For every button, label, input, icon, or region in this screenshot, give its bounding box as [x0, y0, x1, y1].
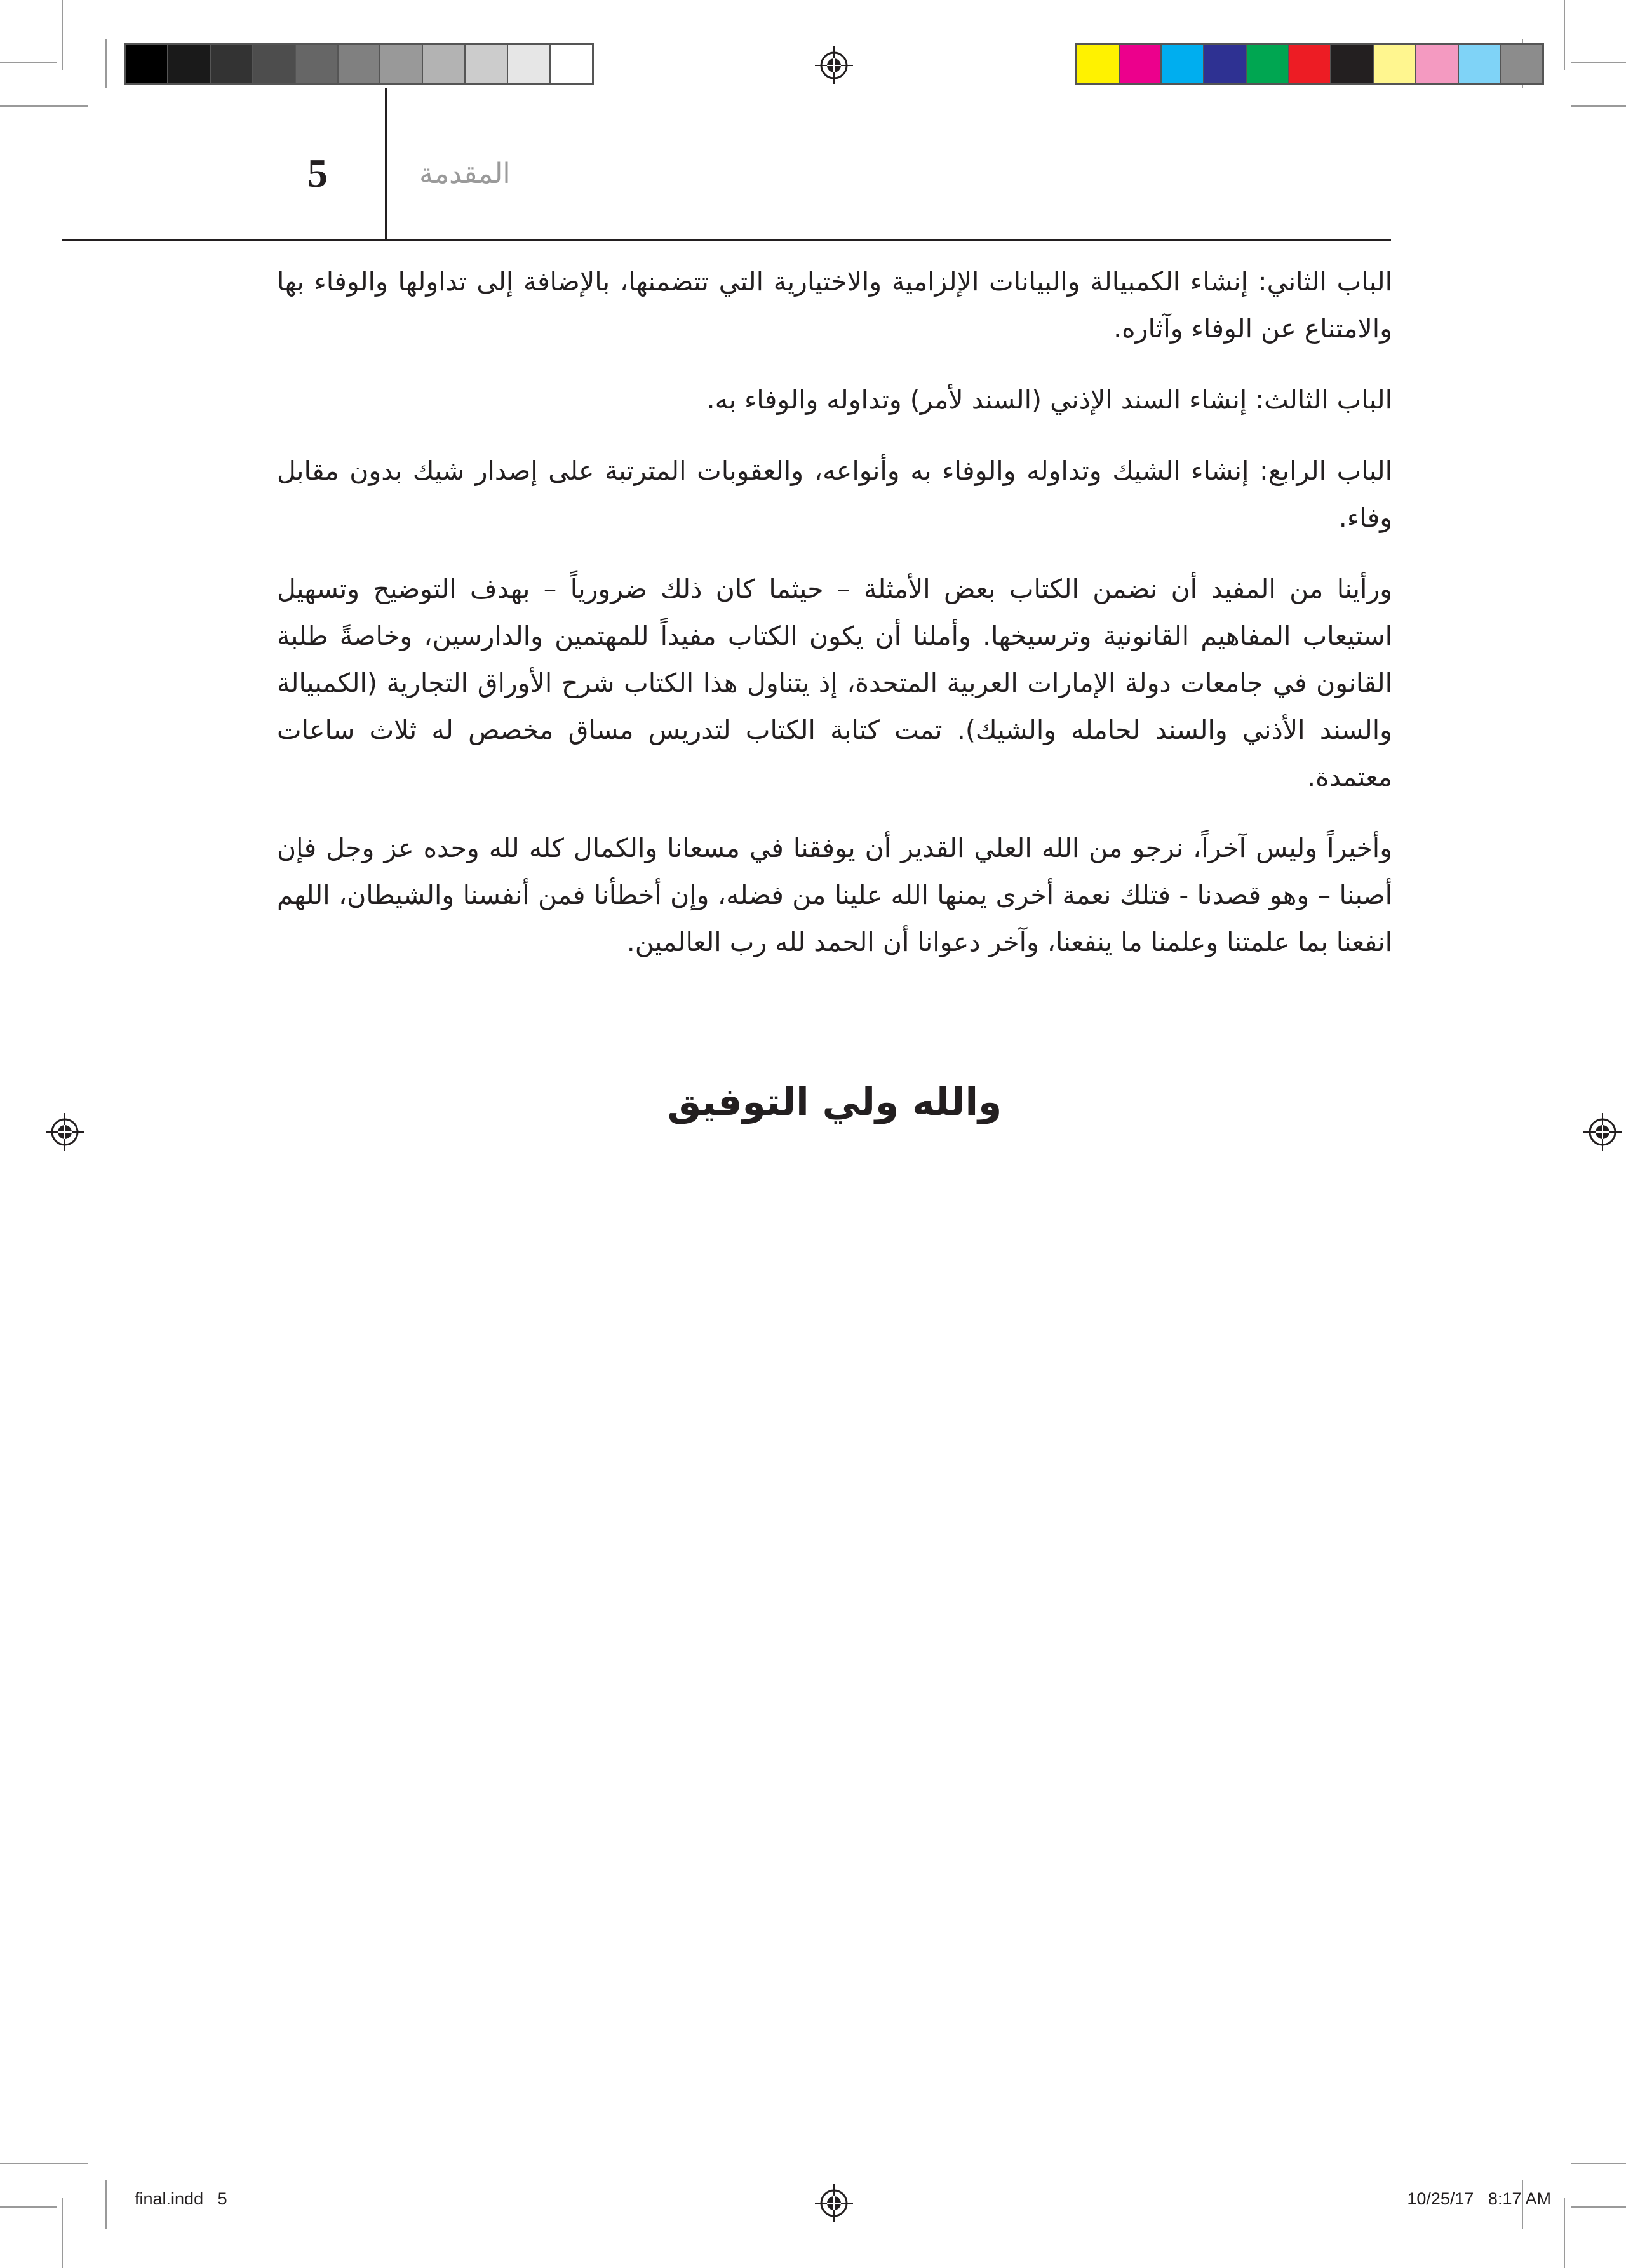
process-color-bar — [1075, 43, 1544, 85]
crop-mark — [1564, 2198, 1565, 2268]
crop-mark — [1571, 2163, 1626, 2164]
body-text — [277, 258, 1392, 990]
slug-filename: final.indd 5 — [135, 2189, 227, 2208]
crop-mark — [0, 2206, 57, 2208]
gray-swatch — [464, 45, 507, 83]
color-swatch — [1373, 45, 1415, 83]
gray-swatch — [422, 45, 464, 83]
paragraph: الباب الثالث: إنشاء السند الإذني (السند لأمر) وتداوله والوفاء به. — [706, 384, 1392, 415]
paragraph: ورأينا من المفيد أن نضمن الكتاب بعض الأمثلة – حيثما كان ذلك ضرورياً – بهدف التوضيح وتسهيل استيعاب المفاهيم القانونية وترسيخها. وأملنا أن يكون الكتاب مفيداً للمهتمين والدارسين، وخاصةً طلبة القانون في جامعات دولة الإمارات العربية المتحدة، إذ يتناول هذا الكتاب شرح الأوراق التجارية (الكمبيالة والسند الأذني والسند لحامله والشيك). تمت كتابة الكتاب لتدريس مساق مخصص له ثلاث ساعات معتمدة. — [277, 574, 1392, 792]
paragraph: الباب الثاني: إنشاء الكمبيالة والبيانات الإلزامية والاختيارية التي تتضمنها، بالإضافة إلى تداولها والوفاء بها والامتناع عن الوفاء وآثاره. — [277, 266, 1392, 344]
crop-mark — [1571, 105, 1626, 107]
gray-swatch — [295, 45, 337, 83]
paragraph: الباب الرابع: إنشاء الشيك وتداوله والوفاء به وأنواعه، والعقوبات المترتبة على إصدار شيك بدون مقابل وفاء. — [277, 456, 1392, 533]
closing-phrase: والله ولي التوفيق — [667, 1080, 1002, 1124]
crop-mark — [0, 105, 88, 107]
color-swatch — [1330, 45, 1373, 83]
gray-swatch — [379, 45, 422, 83]
crop-mark — [0, 2163, 88, 2164]
running-head: المقدمة — [419, 158, 511, 190]
color-swatch — [1119, 45, 1161, 83]
header-rule — [62, 239, 1391, 241]
color-swatch — [1077, 45, 1119, 83]
gray-swatch — [126, 45, 167, 83]
page-number: 5 — [307, 151, 328, 196]
crop-mark — [1571, 2206, 1626, 2208]
color-swatch — [1246, 45, 1288, 83]
color-swatch — [1415, 45, 1458, 83]
gray-swatch — [252, 45, 295, 83]
registration-mark-icon — [46, 1113, 84, 1151]
paragraph: وأخيراً وليس آخراً، نرجو من الله العلي القدير أن يوفقنا في مسعانا والكمال كله لله وحده عز وجل فإن أصبنا – وهو قصدنا - فتلك نعمة أخرى يمنها الله علينا من فضله، وإن أخطأنا فمن أنفسنا والشيطان، اللهم انفعنا بما علمتنا وعلمنا ما ينفعنا، وآخر دعوانا أن الحمد لله رب العالمين. — [277, 833, 1392, 957]
registration-mark-icon — [1583, 1113, 1622, 1151]
color-swatch — [1288, 45, 1331, 83]
color-swatch — [1160, 45, 1203, 83]
crop-mark — [105, 39, 107, 88]
crop-mark — [62, 2198, 63, 2268]
gray-swatch — [507, 45, 549, 83]
gray-swatch — [549, 45, 592, 83]
slug-datetime: 10/25/17 8:17 AM — [1407, 2189, 1551, 2208]
header-divider-vertical — [385, 88, 387, 240]
color-swatch — [1458, 45, 1500, 83]
crop-mark — [1564, 0, 1565, 70]
color-swatch — [1203, 45, 1246, 83]
registration-mark-icon — [815, 2184, 853, 2222]
crop-mark — [62, 0, 63, 70]
color-swatch — [1500, 45, 1542, 83]
crop-mark — [0, 62, 57, 63]
grayscale-color-bar — [124, 43, 594, 85]
registration-mark-icon — [815, 46, 853, 84]
gray-swatch — [337, 45, 380, 83]
gray-swatch — [210, 45, 252, 83]
crop-mark — [1571, 62, 1626, 63]
gray-swatch — [167, 45, 210, 83]
crop-mark — [105, 2180, 107, 2229]
